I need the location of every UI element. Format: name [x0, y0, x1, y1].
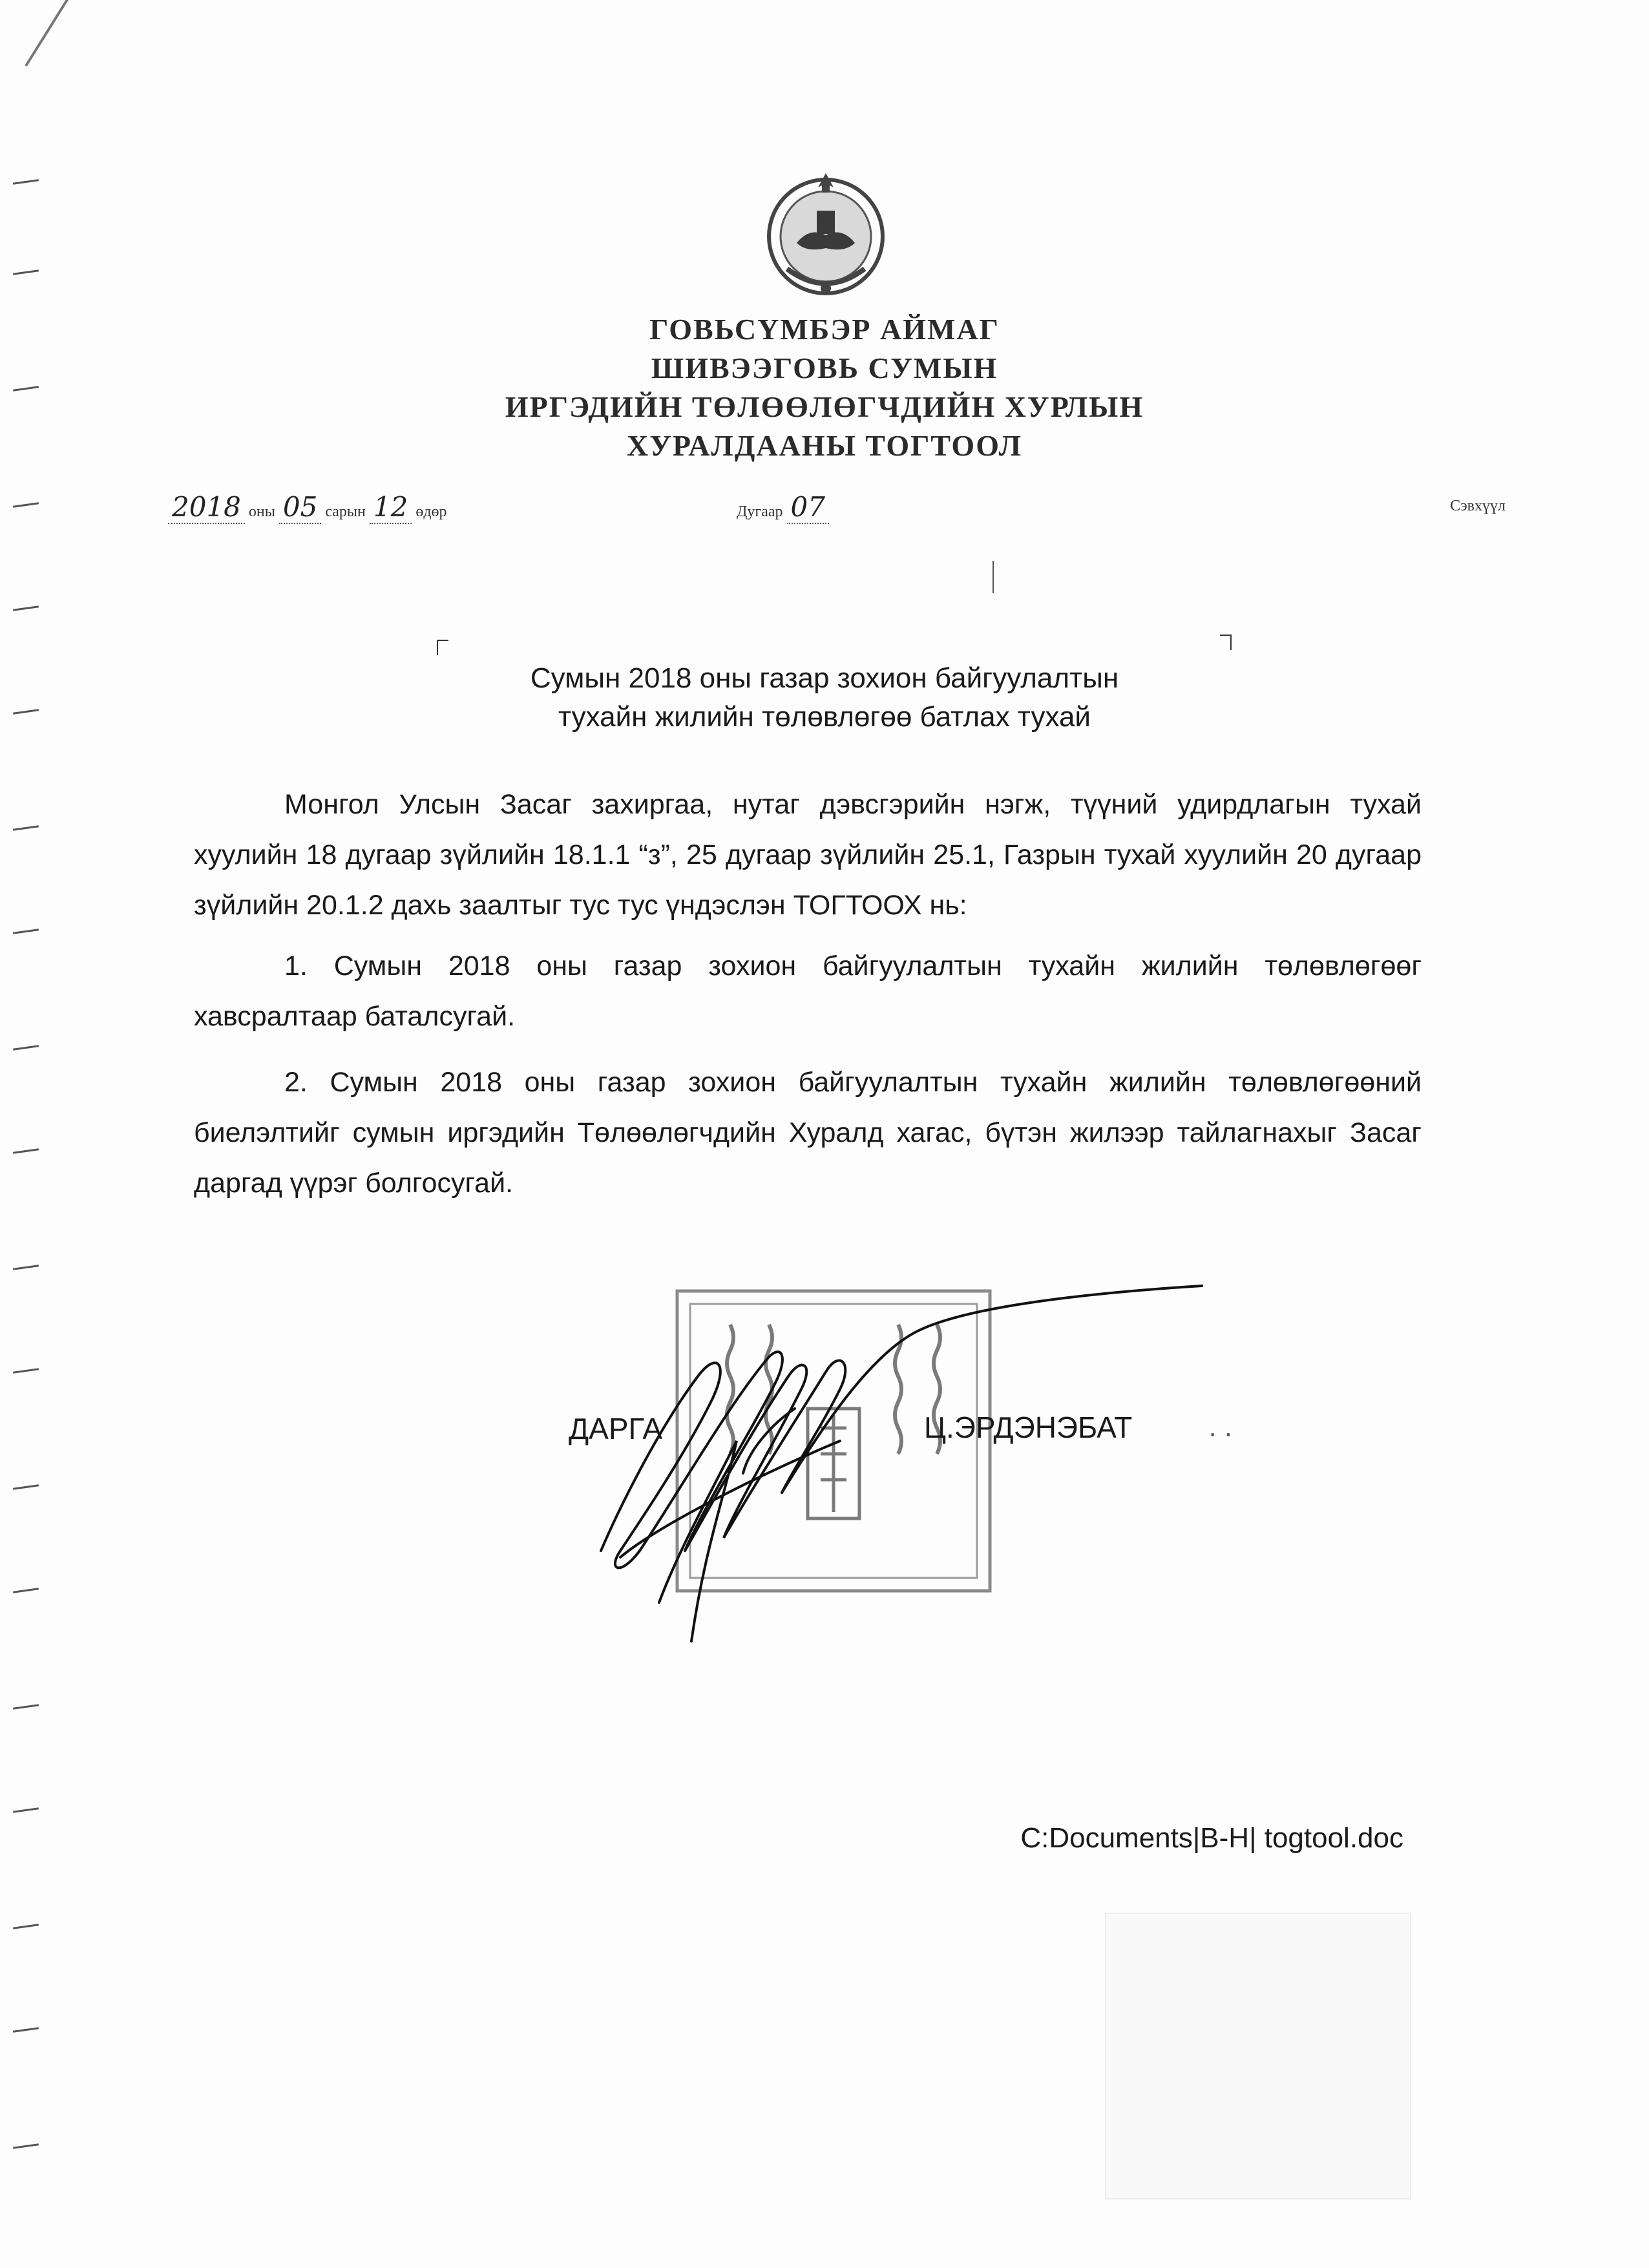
header-council: ИРГЭДИЙН ТӨЛӨӨЛӨГЧДИЙН ХУРЛЫН	[505, 390, 1144, 423]
file-path-footer: C:Documents|B-H| togtool.doc	[1020, 1822, 1403, 1854]
preamble-paragraph: Монгол Улсын Засаг захиргаа, нутаг дэвсгэрийн нэгж, түүний удирдлагын тухай хуулийн 18 дугаар зүйлийн 18.1.1 “з”, 25 дугаар зүйлийн 25.1, Газрын тухай хуулийн 20 дугаар зүйлийн 20.1.2 дахь заалтыг тус тус үндэслэн ТОГТООХ нь:	[194, 789, 1422, 921]
resolution-meta	[168, 485, 1506, 523]
resolution-number	[737, 491, 829, 523]
date-year: 2018	[168, 491, 245, 524]
date-month: 05	[279, 491, 321, 524]
header-sum: ШИВЭЭГОВЬ СУМЫН	[651, 352, 998, 384]
header-resolution: ХУРАЛДААНЫ ТОГТООЛ	[627, 429, 1022, 462]
stray-mark	[993, 561, 994, 593]
subject-bracket-left	[437, 640, 448, 655]
resolution-subject	[0, 659, 1649, 737]
stray-marks: · ·	[1208, 1419, 1233, 1447]
resolution-place: Сэвхүүл	[1450, 498, 1506, 514]
date-year-label: оны	[248, 503, 275, 520]
date-day-label: өдөр	[415, 503, 447, 520]
subject-line-2: тухайн жилийн төлөвлөгөө батлах тухай	[558, 701, 1091, 733]
number-value: 07	[787, 491, 829, 524]
number-label: Дугаар	[737, 503, 783, 520]
document-header	[0, 310, 1649, 465]
resolution-item-2: 2. Сумын 2018 оны газар зохион байгуулалтын тухайн жилийн төлөвлөгөөний биелэлтийг сумын иргэдийн Төлөөлөгчдийн Хуралд хагас, бүтэн жилээр тайлагнахыг Засаг даргад үүрэг болгосугай.	[194, 1067, 1422, 1199]
signatory-title: ДАРГА	[569, 1412, 663, 1445]
date-month-label: сарын	[325, 503, 366, 520]
resolution-date	[168, 491, 447, 523]
state-emblem-icon	[761, 165, 890, 301]
header-aimag: ГОВЬСҮМБЭР АЙМАГ	[649, 313, 1000, 346]
faint-attachment-stamp	[1105, 1913, 1411, 2200]
handwritten-signature	[582, 1279, 1228, 1693]
signatory-name: Ц.ЭРДЭНЭБАТ	[924, 1411, 1133, 1444]
date-day: 12	[370, 491, 412, 524]
subject-line-1: Сумын 2018 оны газар зохион байгуулалтын	[530, 662, 1119, 694]
subject-bracket-right	[1220, 635, 1232, 650]
resolution-item-1: 1. Сумын 2018 оны газар зохион байгуулалтын тухайн жилийн төлөвлөгөөг хавсралтаар баталсугай.	[194, 950, 1422, 1032]
